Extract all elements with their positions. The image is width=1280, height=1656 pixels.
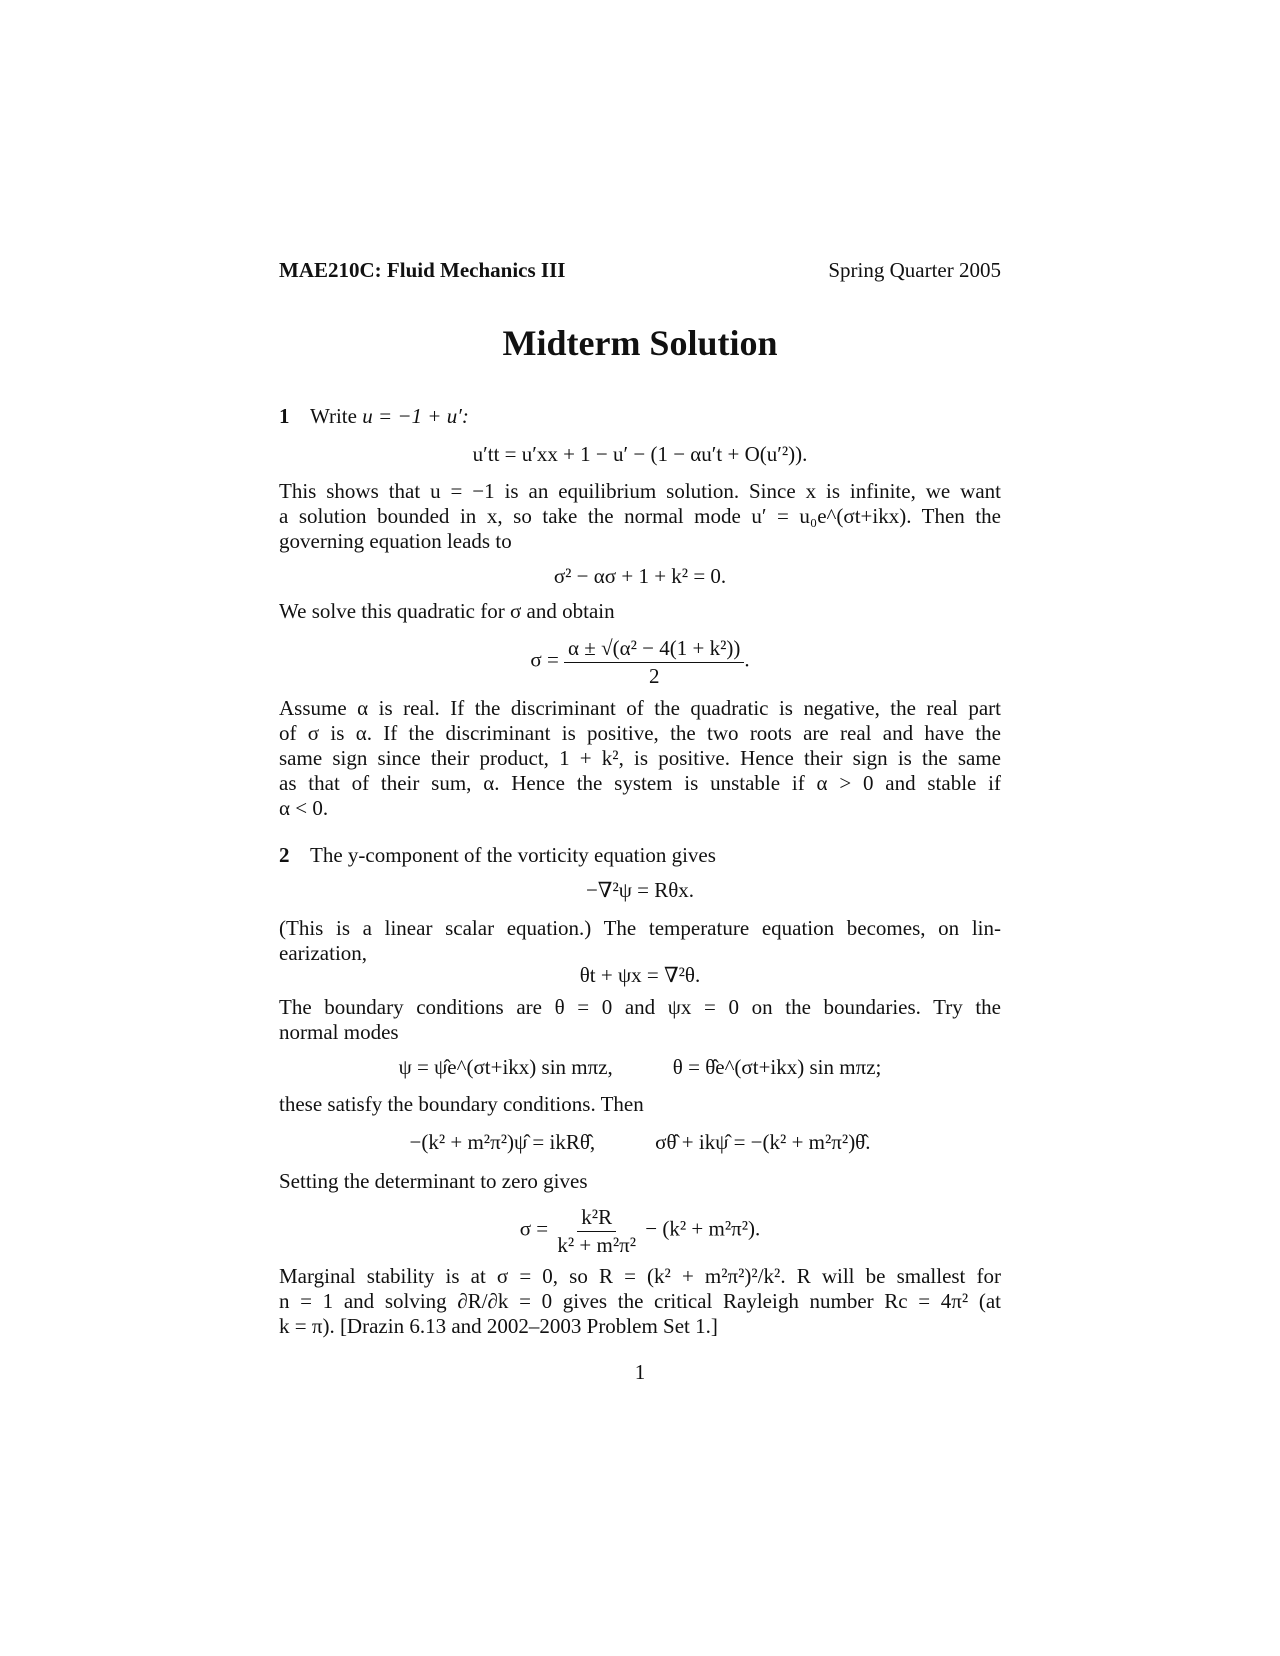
equation-perturbation: u′tt = u′xx + 1 − u′ − (1 − αu′t + O(u′²)). (472, 442, 808, 466)
section-number: 1 (279, 404, 290, 428)
paragraph-determinant: Setting the determinant to zero gives (279, 1169, 588, 1193)
paragraph-solve: We solve this quadratic for σ and obtain (279, 599, 615, 623)
page-title: Midterm Solution (502, 323, 778, 363)
paragraph-equilibrium (279, 479, 1001, 554)
text-line: n = 1 and solving ∂R/∂k = 0 gives the critical Rayleigh number Rc = 4π² (at (279, 1289, 1001, 1313)
mode-psi: ψ = ψ̂e^(σt+ikx) sin mπz, (398, 1055, 613, 1079)
text-line: (This is a linear scalar equation.) The temperature equation becomes, on lin- (279, 916, 1001, 940)
roots-fraction (564, 634, 744, 689)
mode-theta: θ = θ̂e^(σt+ikx) sin mπz; (672, 1055, 882, 1079)
section-intro: Write (310, 404, 357, 428)
text-line: Marginal stability is at σ = 0, so R = (k² + m²π²)²/k². R will be smallest for (279, 1264, 1001, 1288)
text-line: k = π). [Drazin 6.13 and 2002–2003 Problem Set 1.] (279, 1314, 718, 1338)
document-page (279, 0, 1001, 1656)
system-eq-a: −(k² + m²π²)ψ̂ = ikRθ̂, (409, 1130, 596, 1154)
growth-fraction (553, 1203, 640, 1258)
text-line: of σ is α. If the discriminant is positive, the two roots are real and have the (279, 721, 1001, 745)
text-line: as that of their sum, α. Hence the system is unstable if α > 0 and stable if (279, 771, 1001, 795)
section-1-heading (279, 404, 1001, 429)
roots-denominator: 2 (648, 664, 660, 688)
term-label: Spring Quarter 2005 (828, 258, 1001, 282)
page-header (279, 258, 1001, 288)
paragraph-satisfy: these satisfy the boundary conditions. Then (279, 1092, 644, 1116)
growth-numerator: k²R (577, 1203, 616, 1232)
equation-dispersion: σ² − ασ + 1 + k² = 0. (553, 564, 727, 588)
section-number: 2 (279, 843, 290, 867)
text-line: same sign since their product, 1 + k², is positive. Hence their sign is the same (279, 746, 1001, 770)
equation-temperature: θt + ψx = ∇²θ. (579, 963, 701, 987)
growth-rhs: − (k² + m²π²). (645, 1216, 761, 1241)
text-line: normal modes (279, 1020, 399, 1044)
growth-denominator: k² + m²π² (557, 1233, 637, 1257)
equation-growth-rate (279, 1203, 1001, 1258)
course-title: MAE210C: Fluid Mechanics III (279, 258, 566, 282)
growth-lhs: σ = (519, 1216, 549, 1241)
equation-system (279, 1129, 1001, 1155)
text-line: a solution bounded in x, so take the normal mode u′ = u₀e^(σt+ikx). Then the (279, 504, 1001, 528)
paragraph-linearization (279, 916, 1001, 966)
section-intro: The y-component of the vorticity equation gives (310, 843, 716, 867)
text-line: governing equation leads to (279, 529, 512, 553)
system-eq-b: σθ̂ + ikψ̂ = −(k² + m²π²)θ̂. (655, 1130, 871, 1154)
paragraph-stability (279, 696, 1001, 821)
equation-vorticity: −∇²ψ = Rθx. (585, 878, 695, 902)
text-line: earization, (279, 941, 368, 965)
equation-roots: σ = $\frac{\text{α ± √(α² − 4(1 + k²))}}{2}$ . (530, 636, 750, 688)
paragraph-marginal-stability (279, 1264, 1001, 1339)
section-intro-math: u = −1 + u′: (362, 404, 469, 428)
paragraph-boundary (279, 995, 1001, 1045)
text-line: α < 0. (279, 796, 329, 820)
text-line: This shows that u = −1 is an equilibrium solution. Since x is infinite, we want (279, 479, 1001, 503)
page-number: 1 (634, 1360, 646, 1384)
roots-numerator: α ± √(α² − 4(1 + k²)) (564, 634, 744, 663)
equation-normal-modes (279, 1054, 1001, 1080)
text-line: The boundary conditions are θ = 0 and ψx = 0 on the boundaries. Try the (279, 995, 1001, 1019)
section-2-heading (279, 843, 1001, 868)
roots-lhs: σ = (530, 647, 559, 672)
text-line: Assume α is real. If the discriminant of the quadratic is negative, the real part (279, 696, 1001, 720)
